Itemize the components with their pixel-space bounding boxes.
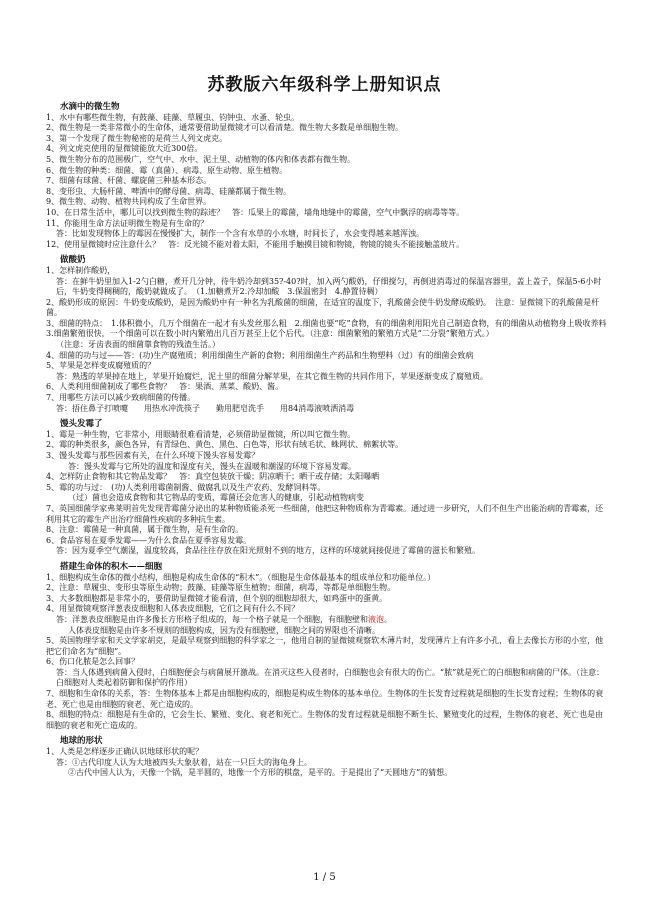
body-line: 6、人类利用细菌制成了哪些食物？ 答：果酒、蒸菜、酸奶、酱。 [46,382,284,392]
body-line: 人体表皮细胞是由许多不规则的细胞构成，因为没有细胞壁，细胞之间的界限也不清晰。 [68,625,380,635]
body-line: 5、苹果是怎样变成腐殖质的？ [46,361,156,371]
section-heading: 水滴中的微生物 [60,102,120,112]
body-line: 2、注意：草履虫、变形虫等原生动物；鼓藻、硅藻等原生植物；细菌，病毒，等都是单细胞生物。 [46,583,396,593]
body-line: 答：馒头发霉与它所处的温度和湿度有关，馒头在温暖和潮湿的环境下容易发霉。 [68,461,356,471]
body-line: 2、微生物是一类非常微小的生命体，通常要借助显微镜才可以看清楚。微生物大多数是单细胞生物。 [46,123,404,133]
body-line: （过）菌也会造成食物和其它物品的变质，霉菌还会危害人的健康，引起动植物病变 [68,493,364,503]
body-line: 4、怎样防止食物和其它物品发霉？ 答：真空包装放干燥；阴凉晒干；晒干或存储；太阳曝晒 [46,472,380,482]
body-line: 3、细菌的特点： 1.体积微小，几万个细菌在一起才有头发丝那么粗 2.细菌也要“吃”食物，有的细菌利用阳光自己制造食物，有的细菌从动植物身上吸收养料 3.细菌繁殖很快，一个细菌可以在数小时内繁殖出几百万甚至上亿个后代。（注意：细菌繁殖的繁殖方式是“二分裂”繁殖方式。） [46,318,615,339]
body-line: 5、霉的功与过： (功)人类利用霉菌制酱、做腐乳以及生产农药、发酵饲料等。 [46,482,326,492]
body-line: 答：①古代印度人认为大地被四头大象驮着，站在一只巨大的海龟身上。 [56,757,312,767]
highlighted-term: 液泡 [368,614,384,624]
body-line: 2、酸奶形成的原因：牛奶变成酸奶，是因为酸奶中有一种名为乳酸菌的细菌，在适宜的温度下，乳酸菌会使牛奶发酵成酸奶。 注意：显微镜下的乳酸菌是杆菌。 [46,297,600,318]
section-heading: 地球的形状 [60,736,103,747]
body-line: 3、大多数细胞都是非常小的，要借助显微镜才能看清，但个别的细胞却很大，如鸡蛋中的蛋黄。 [46,593,388,603]
body-line: 1、细胞构成生命体的微小结构，细胞是构成生命体的“积木”。（细胞是生命体最基本的组成单位和功能单位。） [46,572,436,582]
body-line: 1、人类是怎样逐步正确认识地球形状的呢？ [46,747,204,757]
body-line: 1、霉是一种生物，它非常小，用眼睛很难看清楚，必须借助显微镜，所以叫它微生物。 [46,429,356,439]
body-line: 4、用显微镜观察洋葱表皮细胞和人体表皮细胞，它们之间有什么不同？ [46,604,300,614]
body-line: 4、细菌的功与过——答：(功)生产腐殖质；利用细菌生产新的食物；利用细菌生产药品和生物塑料（过）有的细菌会致病 [46,350,474,360]
body-line: 12、使用显微镜时应注意什么？ 答：反光镜不能对着太阳，不能用手触摸目镜和物镜，物镜的镜头不能接触盖玻片。 [46,239,465,249]
body-line: 7、细菌有球菌、杆菌、螺旋菌三种基本形态。 [46,176,212,186]
body-line: 10、在日常生活中，哪儿可以找到微生物的踪迹？ 答：瓜果上的霉菌，墙角地缝中的霉菌，空气中飘浮的病毒等等。 [46,207,465,217]
body-line: 答：因为夏季空气潮湿，温度较高，食品往往存放在阳光照射不到的地方，这样的环境就间接促进了霉菌的滋长和繁殖。 [56,546,480,556]
body-line: 5、微生物分布的范围极广，空气中、水中、泥土里、动植物的体内和体表都有微生物。 [46,154,356,164]
section-heading: 馒头发霉了 [60,419,103,430]
document-title: 苏教版六年级科学上册知识点 [207,75,442,95]
body-line: 答：当人体遇到病菌入侵时，白细胞便会与病菌展开激战。在消灭这些入侵者时，白细胞也会有很大的伤亡。“脓”就是死亡的白细胞和病菌的尸体。（注意：白细胞对人类起着防御和保护的作用） [56,667,605,688]
body-line: 6、食品容易在夏季发霉——为什么食品在夏季容易发霉。 [46,535,252,545]
body-line: 7、英国细菌学家弗莱明首先发现青霉菌分泌出的某种物质能杀死一些细菌，他把这种物质称为青霉素。通过进一步研究，人们不但生产出能治病的青霉素，还利用其它的霉生产出治疗细菌性疾病的多种抗生素。 [46,503,604,524]
body-line: 8、细胞的特点：细胞是有生命的，它会生长、繁殖、变化、衰老和死亡。生物体的发育过程就是细胞不断生长、繁殖变化的过程，生物体的衰老、死亡也是由细胞的衰老和死亡造成的。 [46,710,604,730]
body-line: 2、霉的种类很多，颜色各异，有青绿色、黄色、黑色、白色等，形状有绒毛状、蛛网状、棉絮状等。 [46,440,404,450]
body-line: 3、馒头发霉与那些因素有关，在什么环境下馒头容易发霉？ [46,451,260,460]
body-line: 5、英国物理学家和天文学家胡克，是最早观察到细胞的科学家之一，他用自制的显微镜观察软木薄片时，发现薄片上有许多小孔，看上去像长方形的小室，他把它们命名为“细胞”。 [46,636,604,656]
body-line: ②古代中国人认为，天像一个锅，是半圆的，地像一个方形的棋盘，是平的。于是提出了“天圆地方”的猜想。 [68,768,453,778]
body-line: 6、伤口化脓是怎么回事？ [46,657,140,667]
body-line: 3、第一个发现了微生物秘密的是荷兰人列文虎克。 [46,133,228,143]
body-line: 6、微生物的种类：细菌、霉（真菌）、病毒、原生动物、原生植物。 [46,165,288,175]
body-line: 7、细胞和生命体的关系，答：生物体基本上都是由细胞构成的，细胞是构成生物体的基本单位。生物体的生长发育过程就是细胞的生长发育过程；生物体的衰老、死亡也是由细胞的衰老、死亡造成的。 [46,689,604,709]
document-body [46,97,615,779]
section-heading: 做酸奶 [60,255,86,266]
body-line: 答：熟透的苹果掉在地上，苹果开始腐烂，泥土里的细菌分解苹果，在其它微生物的共同作用下，苹果逐渐变成了腐殖质。 [56,371,488,381]
body-line: 8、注意：霉菌是一种真菌，属于微生物，是有生命的。 [46,525,244,535]
body-line: 7、用哪些方法可以减少致病细菌的传播。 [46,393,196,403]
body-line: 11、你能用生命方法证明微生物是有生命的？ [46,218,209,228]
body-line: 1、水中有哪些微生物，有鼓藻、硅藻、草履虫、钧钟虫、水蚤、轮虫。 [46,112,300,122]
body-line: 8、变形虫、大肠杆菌、啤酒中的酵母菌、病毒、硅藻都属于微生物。 [46,186,292,196]
section-heading: 搭建生命体的积木——细胞 [60,561,163,572]
body-line: 答：捂住鼻子打喷嚏 用热水冲洗筷子 勤用肥皂洗手 用84消毒液喷洒消毒 [56,403,355,413]
body-line: （注意：牙齿表面的细菌靠食物的残渣生活。） [56,340,220,350]
body-line: 4、列文虎克使用的显微镜能放大近300倍。 [46,144,203,154]
page-number: 1 / 5 [313,872,336,883]
body-line: 答：洋葱表皮细胞是由许多像长方形格子组成的，每一个格子就是一个细胞，有细胞壁和液泡。 [56,614,392,624]
body-line: 答：比如发现物体上的霉因在慢慢扩大，制作一个含有水草的小水塘，时间长了，水会变得越来越浑浊。 [56,229,424,239]
body-line: 9、微生物、动物、植物共同构成了生命世界。 [46,197,212,207]
body-line: 1、怎样制作酸奶， [46,265,116,275]
body-line: 答：在鲜牛奶里加入1-2勺白糖，煮开几分钟，待牛奶冷却到35?-40?时，加入两勺酸奶，仔细搅匀，再倒进消毒过的保温容器里，盖上盖子，保温5-6小时后，牛奶变得稠稠的，酸奶就做成了。 （1.加糖煮开2.冷却加酸 3.保温密封 4.静置待稠） [56,276,602,297]
